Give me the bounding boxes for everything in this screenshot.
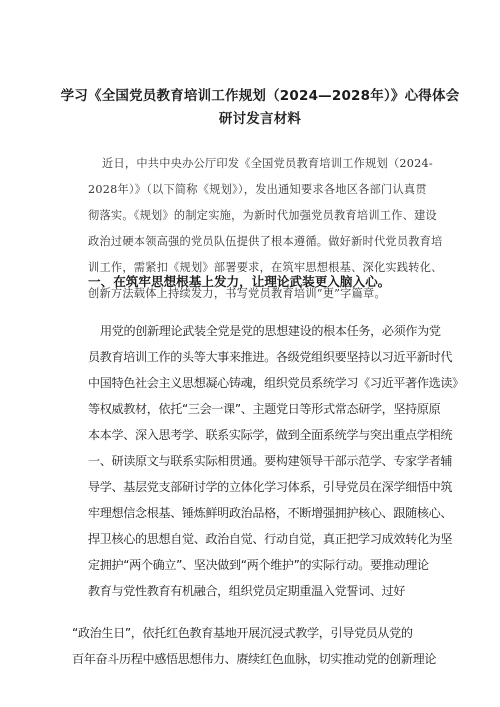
body-line: 导学、基层党支部研讨学的立体化学习体系，引导党员在深学细悟中筑: [88, 480, 453, 494]
section-1-heading: 一、在筑牢思想根基上发力，让理论武装更入脑入心。: [88, 274, 391, 289]
body-line: 捍卫核心的思想自觉、政治自觉、行动自觉，真正把学习成效转化为坚: [88, 532, 453, 546]
document-title-line-2: 研讨发言材料: [218, 111, 302, 127]
intro-line: 创新方法载体上持续发力，书写党员教育培训“更”字篇章。: [88, 287, 386, 300]
body-line: 教育与党性教育有机融合，组织党员定期重温入党誓词、过好: [88, 584, 406, 598]
intro-line: 近日，中共中央办公厅印发《全国党员教育培训工作规划（2024-: [102, 157, 433, 170]
body-line: 中国特色社会主义思想凝心铸魂，组织党员系统学习《习近平著作选读》: [88, 376, 464, 390]
intro-line: 训工作，需紧扣《规划》部署要求，在筑牢思想根基、深化实践转化、: [88, 261, 443, 274]
body-line: 等权威教材，依托“三会一课”、主题党日等形式常态研学，坚持原原: [88, 402, 441, 416]
body-line: 本本学、深入思考学、联系实际学，做到全面系统学与突出重点学相统: [88, 428, 453, 442]
body-line: 员教育培训工作的头等大事来推进。各级党组织要坚持以习近平新时代: [88, 350, 453, 364]
document-title-line-1: 学习《全国党员教育培训工作规划（2024—2028年）》心得体会: [60, 88, 460, 104]
body-line: 用党的创新理论武装全党是党的思想建设的根本任务，必须作为党: [100, 324, 441, 338]
body-line: 百年奋斗历程中感悟思想伟力、赓续红色血脉，切实推动党的创新理论: [72, 652, 437, 666]
body-line: 牢理想信念根基、锤炼鲜明政治品格，不断增强拥护核心、跟随核心、: [88, 506, 453, 520]
body-line: 一、研读原文与联系实际相贯通。要构建领导干部示范学、专家学者辅: [88, 454, 453, 468]
body-line: 定拥护“两个确立”、坚决做到“两个维护”的实际行动。要推动理论: [88, 558, 429, 572]
body-line: “政治生日”，依托红色教育基地开展沉浸式教学，引导党员从党的: [72, 626, 413, 640]
intro-line: 彻落实。《规划》的制定实施，为新时代加强党员教育培训工作、建设: [88, 209, 437, 222]
intro-line: 政治过硬本领高强的党员队伍提供了根本遵循。做好新时代党员教育培: [88, 235, 443, 248]
intro-line: 2028年）》（以下简称《规划》），发出通知要求各地区各部门认真贯: [88, 183, 427, 196]
